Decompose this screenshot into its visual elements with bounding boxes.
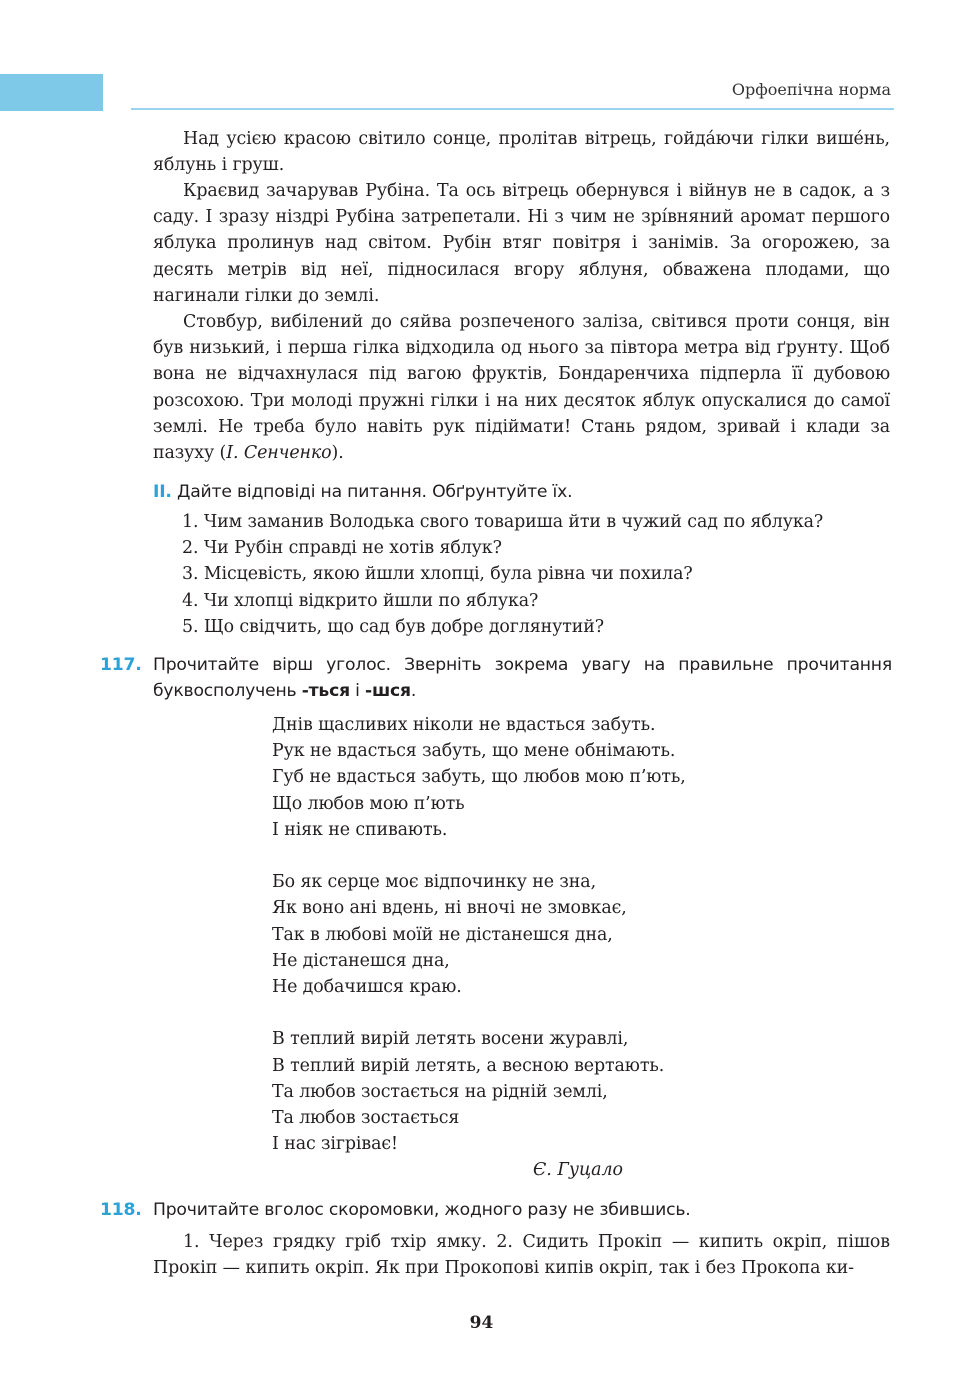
paragraph-3-text: Стовбур, вибілений до сяйва розпеченого заліза, світився проти сонця, він був низький, і перша гілка відходила од нього за півтора метра від ґрунту. Щоб вона не відчахнулася під вагою фруктів, Бондаренчиха підперла її дубовою розсохою. Три молоді пружні гілки і на них десяток яблук опускалися до самої землі. Не треба було навіть рук підіймати! Стань рядом, зривай і клади за пазуху (	[153, 312, 890, 464]
poem-stanza-1	[272, 712, 832, 843]
task-ii-heading	[153, 479, 893, 505]
poem-line: В теплий вирій летять восени журавлі,	[272, 1029, 629, 1050]
question-item: 2. Чи Рубін справді не хотів яблук?	[182, 538, 502, 559]
paragraph-3-source: І. Сенченко	[226, 443, 332, 464]
task-117-text	[153, 652, 892, 704]
question-list	[182, 509, 882, 640]
task-ii-text: Дайте відповіді на питання. Обґрунтуйте їх.	[177, 482, 573, 502]
running-header-title: Орфоепічна норма	[731, 80, 891, 99]
paragraph-3	[153, 309, 890, 466]
paragraph-1: Над усією красою світило сонце, пролітав вітрець, гойда́ючи гілки више́нь, яблунь і груш.	[153, 129, 890, 176]
poem-line: Та любов зостається на рідній землі,	[272, 1081, 608, 1102]
task-118-text: Прочитайте вголос скоромовки, жодного разу не збившись.	[153, 1200, 691, 1220]
task-117-text-before: Прочитайте вірш уголос. Зверніть зокрема увагу на правильне прочитання буквосполучень	[153, 655, 892, 701]
tongue-twisters: 1. Через грядку гріб тхір ямку. 2. Сидить Прокіп — кипить окріп, пішов Прокіп — кипить окріп. Як при Прокопові кипів окріп, так і без Прокопа ки-	[153, 1232, 890, 1279]
poem-line: Не добачишся краю.	[272, 977, 462, 998]
task-ii-roman: II.	[153, 482, 172, 502]
poem-line: Та любов зостається	[272, 1108, 460, 1129]
paragraph-3-tail: ).	[331, 443, 344, 464]
poem-line: І нас зігріває!	[272, 1134, 398, 1155]
page-number: 94	[469, 1313, 494, 1333]
task-117-number: 117.	[100, 655, 142, 675]
task-117-text-after: .	[410, 681, 417, 701]
poem	[272, 712, 832, 1184]
question-item: 1. Чим заманив Володька свого товариша йти в чужий сад по яблука?	[182, 512, 824, 532]
question-item: 5. Що свідчить, що сад був добре доглянутий?	[182, 616, 604, 637]
poem-line: Губ не вдасться забуть, що любов мою п’ють,	[272, 767, 686, 788]
poem-line: Так в любові моїй не дістанешся дна,	[272, 924, 613, 945]
question-item: 3. Місцевість, якою йшли хлопці, була рівна чи похила?	[182, 564, 693, 585]
poem-author: Є. Гуцало	[533, 1160, 624, 1180]
task-117-text-middle: і	[349, 681, 366, 701]
poem-line: Що любов мою п’ють	[272, 793, 465, 814]
poem-stanza-2	[272, 869, 832, 1000]
task-117-bold-shsya: -шся	[365, 681, 411, 701]
poem-line: Як воно ані вдень, ні вночі не змовкає,	[272, 898, 627, 919]
section-tab-marker	[0, 74, 103, 111]
poem-line: Бо як серце моє відпочинку не зна,	[272, 872, 596, 893]
task-118	[100, 1197, 892, 1223]
poem-stanza-3	[272, 1026, 832, 1157]
paragraph-2: Краєвид зачарував Рубіна. Та ось вітрець обернувся і війнув не в садок, а з саду. І зразу ніздрі Рубіна затрепетали. Ні з чим не зрі́вняний аромат першого яблука пролинув над світом. Рубін втяг повітря і занімів. За огорожею, за десять метрів від неї, підносилася вгору яблуня, обважена плодами, що нагинали гілки до землі.	[153, 181, 890, 306]
question-item: 4. Чи хлопці відкрито йшли по яблука?	[182, 590, 539, 611]
header-rule	[131, 108, 894, 110]
poem-line: Не дістанешся дна,	[272, 950, 450, 971]
task-118-number: 118.	[100, 1200, 142, 1220]
poem-line: В теплий вирій летять, а весною вертають.	[272, 1055, 665, 1076]
poem-line: Днів щасливих ніколи не вдасться забуть.	[272, 715, 656, 735]
task-117-bold-tsya: -ться	[301, 681, 350, 701]
task-117	[100, 652, 892, 704]
poem-line: Рук не вдасться забуть, що мене обнімають.	[272, 741, 676, 762]
poem-line: І ніяк не спивають.	[272, 819, 448, 840]
